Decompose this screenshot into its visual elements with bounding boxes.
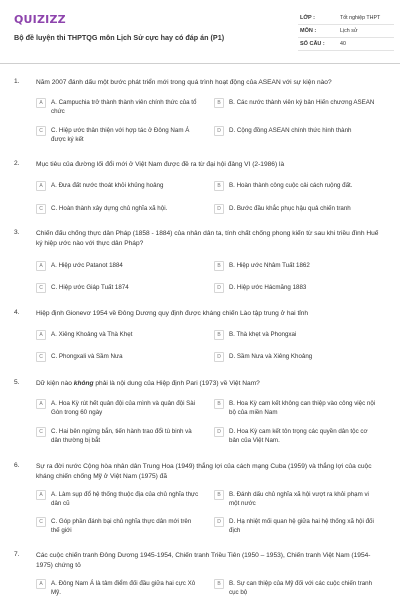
option-text: A. Đưa đất nước thoát khỏi khủng hoảng xyxy=(51,182,164,189)
option-letter-badge: D xyxy=(214,204,224,214)
option-letter-badge: D xyxy=(214,126,224,136)
option-letter-badge: B xyxy=(214,181,224,191)
question-text-part: Dữ kiện nào xyxy=(36,380,74,387)
meta-label: MÔN : xyxy=(300,28,317,34)
option-a[interactable] xyxy=(36,399,201,417)
option-letter-badge: A xyxy=(36,98,46,108)
option-d[interactable] xyxy=(214,283,379,293)
question-number: 1. xyxy=(14,78,20,85)
option-text: B. Sự can thiệp của Mỹ đối với các cuộc chiến tranh cục bộ xyxy=(229,580,373,596)
option-c[interactable] xyxy=(36,352,201,362)
option-a[interactable] xyxy=(36,261,201,271)
option-letter-badge: C xyxy=(36,352,46,362)
question-text: Mục tiêu của đường lối đổi mới ở Việt Nam được đề ra từ đại hội đảng VI (2-1986) là xyxy=(36,161,285,168)
option-letter-badge: A xyxy=(36,399,46,409)
option-text: B. Hoàn thành công cuộc cải cách ruộng đất. xyxy=(229,182,353,189)
option-letter-badge: B xyxy=(214,261,224,271)
option-text: C. Góp phần đánh bại chủ nghĩa thực dân mới trên thế giới xyxy=(51,518,192,534)
option-letter-badge: D xyxy=(214,352,224,362)
option-letter-badge: B xyxy=(214,490,224,500)
option-b[interactable] xyxy=(214,330,379,340)
option-letter-badge: D xyxy=(214,283,224,293)
question-number: 7. xyxy=(14,551,20,558)
option-c[interactable] xyxy=(36,517,201,535)
option-text: C. Hai bên ngừng bắn, tiến hành trao đổi tù binh và dân thường bị bắt xyxy=(51,428,192,444)
question-number: 2. xyxy=(14,160,20,167)
question-2 xyxy=(14,160,386,220)
option-letter-badge: C xyxy=(36,427,46,437)
option-letter-badge: C xyxy=(36,283,46,293)
question-text: Hiệp định Gionevơ 1954 về Đông Dương quy định được kháng chiến Lào tập trung ở hai tỉnh xyxy=(36,310,309,317)
option-text: D. Hiệp ước Hácmăng 1883 xyxy=(229,284,307,291)
question-1 xyxy=(14,78,386,150)
option-text: D. Sầm Nưa và Xiêng Khoảng xyxy=(229,353,313,360)
question-number: 6. xyxy=(14,462,20,469)
option-text: C. Hoàn thành xây dựng chủ nghĩa xã hội. xyxy=(51,205,168,212)
option-text: D. Hạ nhiệt mối quan hệ giữa hai hệ thống xã hội đối địch xyxy=(229,518,374,534)
option-letter-badge: C xyxy=(36,517,46,527)
option-b[interactable] xyxy=(214,490,379,508)
question-4 xyxy=(14,309,386,369)
option-letter-badge: A xyxy=(36,490,46,500)
option-d[interactable] xyxy=(214,352,379,362)
option-text: D. Cộng đồng ASEAN chính thức hình thành xyxy=(229,127,352,134)
question-5 xyxy=(14,379,386,451)
meta-row-grade xyxy=(298,12,394,25)
option-c[interactable] xyxy=(36,204,201,214)
option-text: D. Bước đầu khắc phục hậu quả chiến tranh xyxy=(229,205,351,212)
option-text: A. Hoa Kỳ rút hết quân đội của mình và quân đội Sài Gòn trong 60 ngày xyxy=(51,400,196,416)
meta-value: Tốt nghiệp THPT xyxy=(340,15,381,21)
option-letter-badge: D xyxy=(214,517,224,527)
option-letter-badge: B xyxy=(214,98,224,108)
page-title: Bộ đề luyện thi THPTQG môn Lịch Sử cực hay có đáp án (P1) xyxy=(14,33,225,42)
option-b[interactable] xyxy=(214,98,379,108)
meta-row-subject xyxy=(298,25,394,38)
option-c[interactable] xyxy=(36,126,201,144)
option-text: B. Thà khẹt và Phongxai xyxy=(229,331,297,338)
meta-table xyxy=(298,12,394,51)
option-text: C. Phongxali và Sầm Nưa xyxy=(51,353,123,360)
question-7 xyxy=(14,551,386,600)
question-emphasis: không xyxy=(73,380,94,387)
option-letter-badge: C xyxy=(36,204,46,214)
quizizz-logo: QUIZIZZ xyxy=(14,13,66,26)
option-text: A. Campuchia trở thành thành viên chính thức của tổ chức xyxy=(51,99,197,115)
option-letter-badge: D xyxy=(214,427,224,437)
question-text: Các cuộc chiến tranh Đông Dương 1945-1954, Chiến tranh Triều Tiên (1950 – 1953), Chiến tranh Việt Nam (1954- 1975) chứng tỏ xyxy=(36,552,371,569)
option-letter-badge: A xyxy=(36,261,46,271)
option-letter-badge: B xyxy=(214,330,224,340)
option-c[interactable] xyxy=(36,427,201,445)
option-b[interactable] xyxy=(214,399,379,417)
option-a[interactable] xyxy=(36,181,201,191)
meta-label: SỐ CÂU : xyxy=(300,41,325,47)
option-b[interactable] xyxy=(214,579,379,597)
question-number: 4. xyxy=(14,309,20,316)
option-text: A. Xiêng Khoảng và Thà Khẹt xyxy=(51,331,133,338)
option-b[interactable] xyxy=(214,181,379,191)
meta-label: LỚP : xyxy=(300,15,315,21)
meta-value: Lịch sử xyxy=(340,28,358,34)
meta-value: 40 xyxy=(340,41,346,47)
question-text-part: phải là nội dung của Hiệp định Pari (1973) về Việt Nam? xyxy=(93,380,260,387)
option-text: A. Đông Nam Á là tâm điểm đối đầu giữa hai cực Xô Mỹ. xyxy=(51,580,196,596)
option-letter-badge: A xyxy=(36,330,46,340)
option-text: B. Hiệp ước Nhâm Tuất 1862 xyxy=(229,262,310,269)
meta-row-count xyxy=(298,38,394,51)
option-letter-badge: B xyxy=(214,579,224,589)
question-text: Năm 2007 đánh dấu một bước phát triển mới trong quá trình hoạt động của ASEAN với sự kiện nào? xyxy=(36,79,332,86)
question-text xyxy=(36,379,381,389)
question-text: Chiến đấu chống thực dân Pháp (1858 - 1884) của nhân dân ta, tính chất chống phong kiến từ sau khi triều đình Huế ký hiệp ước nào với thực dân Pháp? xyxy=(36,230,379,247)
option-d[interactable] xyxy=(214,126,379,136)
option-d[interactable] xyxy=(214,517,379,535)
question-text: Sự ra đời nước Cộng hòa nhân dân Trung Hoa (1949) thắng lợi của cách mạng Cuba (1959) và thắng lợi của cuộc kháng chiến chống Mỹ ở Việt Nam (1975) đã xyxy=(36,463,372,480)
option-letter-badge: A xyxy=(36,181,46,191)
option-a[interactable] xyxy=(36,579,201,597)
question-number: 5. xyxy=(14,379,20,386)
option-text: C. Hiệp ước Giáp Tuất 1874 xyxy=(51,284,129,291)
option-letter-badge: B xyxy=(214,399,224,409)
option-text: B. Đánh dấu chủ nghĩa xã hội vượt ra khỏi phạm vi một nước xyxy=(229,491,369,507)
option-text: B. Hoa Kỳ cam kết không can thiệp vào công việc nội bộ của miền Nam xyxy=(229,400,376,416)
question-6 xyxy=(14,462,386,544)
option-letter-badge: C xyxy=(36,126,46,136)
document-header xyxy=(0,0,400,64)
option-text: A. Làm sụp đổ hệ thống thuộc địa của chủ nghĩa thực dân cũ xyxy=(51,491,199,507)
option-c[interactable] xyxy=(36,283,201,293)
question-3 xyxy=(14,229,386,297)
option-text: D. Hoa Kỳ cam kết tôn trọng các quyền dân tộc cơ bản của Việt Nam. xyxy=(229,428,368,444)
option-text: C. Hiệp ước thân thiện với hợp tác ở Đông Nam Á được ký kết xyxy=(51,127,190,143)
option-d[interactable] xyxy=(214,427,379,445)
option-b[interactable] xyxy=(214,261,379,271)
option-letter-badge: A xyxy=(36,579,46,589)
option-text: B. Các nước thành viên ký bản Hiến chương ASEAN xyxy=(229,99,375,106)
option-text: A. Hiệp ước Patanot 1884 xyxy=(51,262,123,269)
option-a[interactable] xyxy=(36,98,201,116)
option-a[interactable] xyxy=(36,330,201,340)
option-a[interactable] xyxy=(36,490,201,508)
question-number: 3. xyxy=(14,229,20,236)
option-d[interactable] xyxy=(214,204,379,214)
